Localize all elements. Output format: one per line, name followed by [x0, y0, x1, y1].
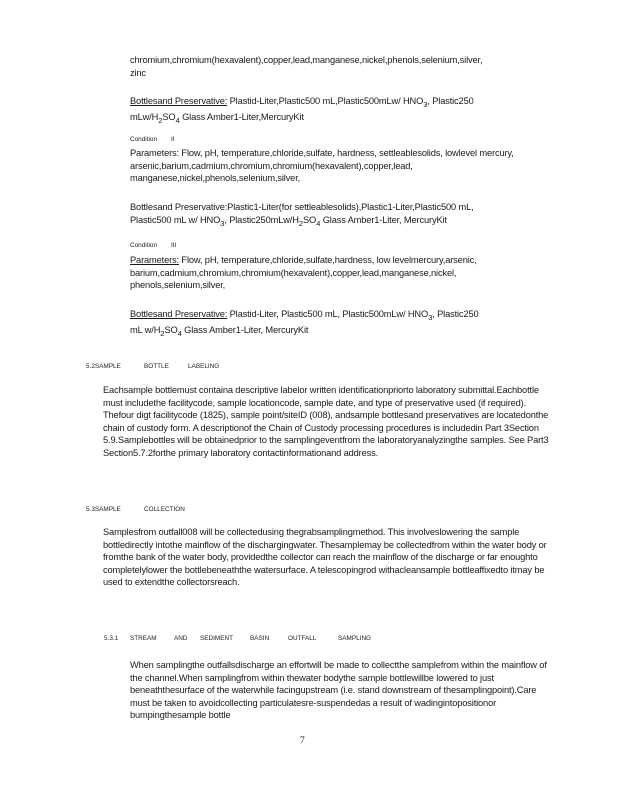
- page-number: 7: [300, 736, 305, 746]
- metals-list-continued: [130, 54, 550, 79]
- metals-line-2: zinc: [130, 67, 146, 78]
- condition-2-bottles: Bottlesand Preservative:Plastic1-Liter(for settleablesolids),Plastic1-Liter,Plastic500 mL, Plastic500 mL w/ $HNO_3$, $Plastic250mLw/H_2SO_4$ Glass Amber1-Liter, MercuryKit: [130, 202, 474, 228]
- condition-3-heading: Condition III: [130, 242, 177, 249]
- document-page: chromium,chromium(hexavalent),copper,lead,manganese,nickel,phenols,selenium,silver, zinc Bottlesand Preservative: Plastid-Liter,Plastic500 mL,Plastic500mLw/ $HNO_3$, Plastic250 mLw/$H_2SO_4$ Glass Amber1-Liter,MercuryKit Condition II Parameters: Flow, pH, temperature,chloride,sulfate, hardness, settleablesolids, lowlevel mercury, arsenic,barium,cadmium,chromium,chromium(hexavalent),copper,lead, manganese,nickel,phenols,selenium,silver, Bottlesand Preservative:Plastic1-Liter(for settleablesolids),Plastic1-Liter,Plastic500 mL, Plastic500 mL w/ $HNO_3$, $Plastic250mLw/H_2SO_4$ Glass Amber1-Liter, MercuryKit Condition III Parameters: Flow, pH, temperature,chloride,sulfate,hardness, low levelmercury,arsenic, barium,cadmium,chromium,chromium(hexavalent),copper,lead,manganese,nickel, phenols,selenium,silver, Bottlesand Preservative: Plastid-Liter, Plastic500 mL, Plastic500mLw/ $HNO_3$, Plastic250 mL $w/H_2SO_4$ Glass Amber1-Liter, MercuryKit 5.2SAMPLE BOTTLE LABELING Eachsample bottlemust containa descriptive labelor written identificationpriorto laboratory submittal.Eachbottle must includethe facilitycode, sample locationcode, sample date, and type of preservative used (if required). Thefour digt facilitycode (1825), sample point/siteID (008), andsample bottlesand preservatives are locatedonthe chain of custody form. A descriptionof the Chain of Custody processing procedures is includedin Part 3Section 5.9.Samplebottles will be obtainedprior to the samplingeventfrom the laboratoryanalyzingthe samples. See Part3 Section5.7.2forthe primary laboratory contactinformationand address. 5.3SAMPLE COLLECTION Samplesfrom outfall008 will be collectedusing thegrabsamplingmethod. This involveslowering the sample bottledirectly intothe mainflow of the dischargingwater. Thesamplemay be collectedfrom within the water body or fromthe bank of the water body, providedthe collector can reach the mainflow of the discharge or far enoughto completelylower the bottlebeneaththe watersurface. A telescopingrod withacleansample bottleaffixedto itmay be used to extendthe collectorsreach. 5.3.1 STREAM AND SEDIMENT BASIN OUTFALL SAMPLING When samplingthe outfallsdischarge an effortwill be made to collectthe samplefrom within the mainflow of the channel.When samplingfrom within thewater bodythe sample bottlewillbe lowered to just beneaththesurface of the waterwhile facingupstream (i.e. stand downstream of thesamplingpoint).Care must be taken to avoidcollecting particulatesre-suspendedas a result of wadingintopositionor bumpingthesample bottle 7: [86, 55, 549, 746]
- condition-2-parameters: Parameters: Flow, pH, temperature,chloride,sulfate, hardness, settleablesolids, lowlevel mercury, arsenic,barium,cadmium,chromium,chromium(hexavalent),copper,lead, manganese,nickel,phenols,selenium,silver,: [130, 148, 514, 184]
- condition-3-parameters: Parameters: Flow, pH, temperature,chloride,sulfate,hardness, low levelmercury,arsenic, barium,cadmium,chromium,chromium(hexavalent),copper,lead,manganese,nickel, phenols,selenium,silver,: [130, 255, 477, 291]
- bottles-label: Bottlesand Preservative:: [130, 96, 228, 106]
- condition-3-bottles: Bottlesand Preservative: Plastid-Liter, Plastic500 mL, Plastic500mLw/ $HNO_3$, Plastic250 mL $w/H_2SO_4$ Glass Amber1-Liter, MercuryKit: [130, 309, 479, 339]
- condition-1-bottles: Bottlesand Preservative: Plastid-Liter,Plastic500 mL,Plastic500mLw/ $HNO_3$, Plastic250 mLw/$H_2SO_4$ Glass Amber1-Liter,MercuryKit: [130, 96, 474, 126]
- section-5-2-body: Eachsample bottlemust containa descriptive labelor written identificationpriorto laboratory submittal.Eachbottle must includethe facilitycode, sample locationcode, sample date, and type of preservative used (if required). Thefour digt facilitycode (1825), sample point/siteID (008), andsample bottlesand preservatives are locatedonthe chain of custody form. A descriptionof the Chain of Custody processing procedures is includedin Part 3Section 5.9.Samplebottles will be obtainedprior to the samplingeventfrom the laboratoryanalyzingthe samples. See Part3 Section5.7.2forthe primary laboratory contactinformationand address.: [103, 385, 549, 458]
- metals-line-1: chromium,chromium(hexavalent),copper,lead,manganese,nickel,phenols,selenium,silver,: [130, 55, 483, 65]
- section-5-3-body: Samplesfrom outfall008 will be collectedusing thegrabsamplingmethod. This involveslowering the sample bottledirectly intothe mainflow of the dischargingwater. Thesamplemay be collectedfrom within the water body or fromthe bank of the water body, providedthe collector can reach the mainflow of the discharge or far enoughto completelylower the bottlebeneaththe watersurface. A telescopingrod withacleansample bottleaffixedto itmay be used to extendthe collectorsreach.: [103, 527, 547, 588]
- condition-2-heading: Condition II: [130, 136, 175, 143]
- section-5-3-1-body: When samplingthe outfallsdischarge an effortwill be made to collectthe samplefrom within the mainflow of the channel.When samplingfrom within thewater bodythe sample bottlewillbe lowered to just beneaththesurface of the waterwhile facingupstream (i.e. stand downstream of thesamplingpoint).Care must be taken to avoidcollecting particulatesre-suspendedas a result of wadingintopositionor bumpingthesample bottle: [130, 660, 547, 721]
